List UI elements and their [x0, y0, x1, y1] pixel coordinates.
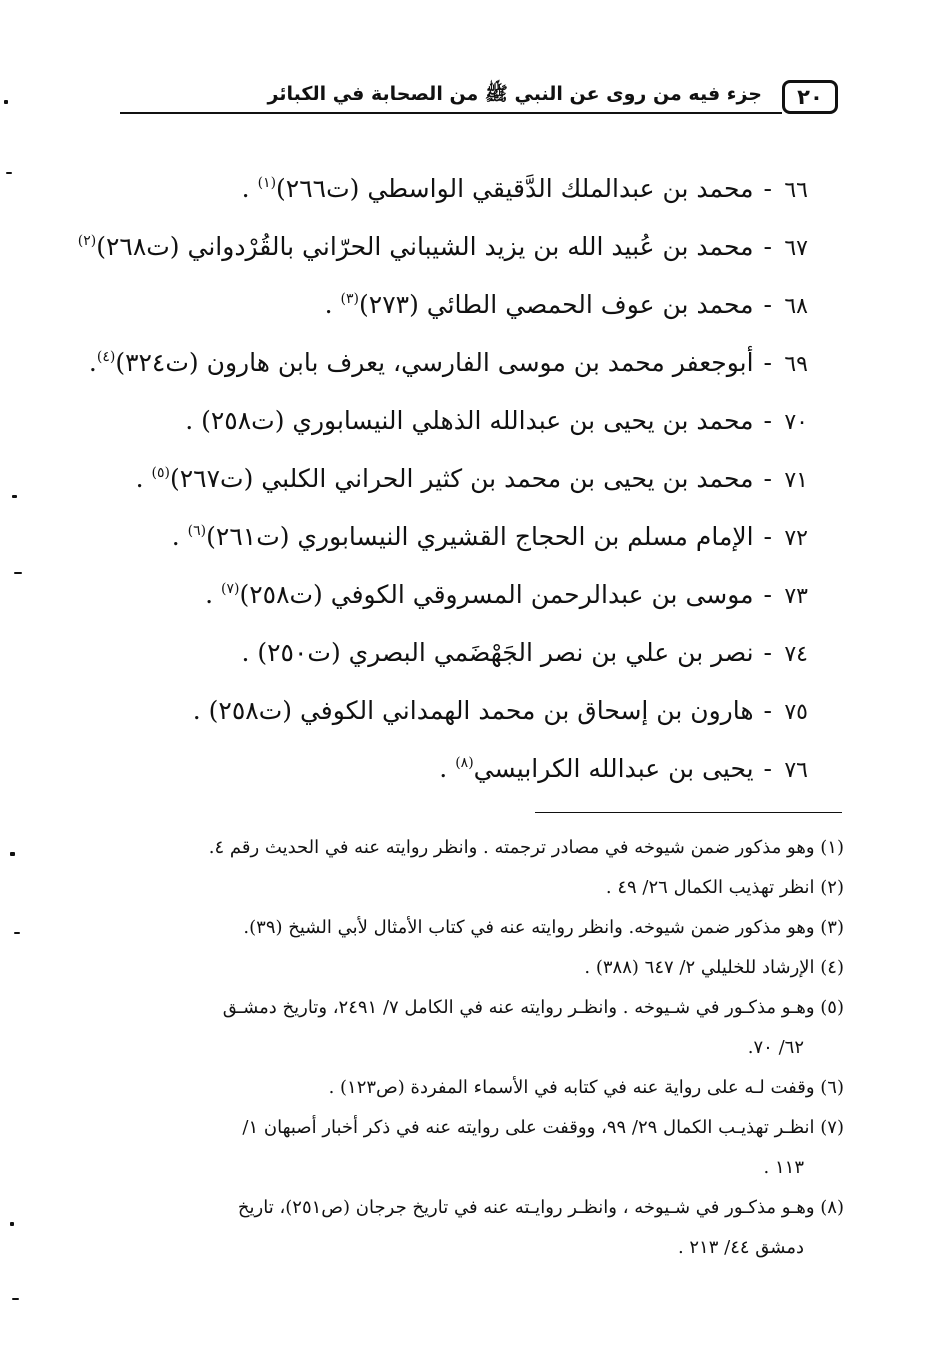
entry-number: ٦٩ [784, 352, 808, 377]
footnote-ref: (٨) [455, 755, 474, 771]
footnote [132, 988, 844, 1068]
header-rule [120, 112, 782, 114]
list-item: ٧٠-محمد بن يحيى بن عبدالله الذهلي النيسابوري (ت٢٥٨) . [108, 392, 808, 450]
footnote [132, 868, 844, 908]
narrator-list [77, 160, 808, 798]
entry-end: . [171, 522, 188, 551]
scan-speck [6, 172, 12, 174]
entry-end: . [135, 464, 152, 493]
list-item: ٦٦-محمد بن عبدالملك الدَّقيقي الواسطي (ت٢٦٦)$^{(١)}$ . [108, 160, 808, 218]
entry-end: . [324, 290, 341, 319]
footnote [132, 908, 844, 948]
footnote-ref: (٤) [96, 349, 116, 365]
scan-speck [12, 1298, 19, 1300]
running-title: جزء فيه من روى عن النبي ﷺ من الصحابة في الكبائر [267, 83, 762, 105]
footnote-text: (٧) انظـر تهذيـب الكمال ٢٩/ ٩٩، ووقفت على روايته عنه في ذكر أخبار أصبهان ١/ [242, 1117, 844, 1138]
entry-end: . [205, 580, 221, 609]
entry-number: ٦٨ [784, 294, 808, 319]
entry-number: ٦٧ [784, 236, 808, 261]
footnote-ref: (٢) [77, 233, 97, 249]
footnote-text: (٢) انظر تهذيب الكمال ٢٦/ ٤٩ . [605, 877, 844, 898]
footnote-continuation: دمشق ٤٤/ ٢١٣ . [677, 1237, 804, 1258]
list-item: ٧٣-موسى بن عبدالرحمن المسروقي الكوفي (ت٢٥٨)$^{(٧)}$ . [108, 566, 808, 624]
footnote-ref: (٣) [340, 291, 359, 307]
entry-text: نصر بن علي بن نصر الجَهْضَمي البصري (ت٢٥٠) . [241, 638, 754, 667]
entry-text: محمد بن عبدالملك الدَّقيقي الواسطي (ت٢٦٦) [276, 174, 754, 203]
entry-number: ٧٣ [784, 584, 808, 609]
footnote-continuation: ١١٣ . [763, 1157, 804, 1178]
list-item: ٧٥-هارون بن إسحاق بن محمد الهمداني الكوفي (ت٢٥٨) . [108, 682, 808, 740]
footnote-ref: (١) [257, 175, 277, 191]
footnote-text: (٤) الإرشاد للخليلي ٢/ ٦٤٧ (٣٨٨) . [584, 957, 844, 978]
entry-number: ٧٥ [784, 700, 808, 725]
list-item: ٦٧-محمد بن عُبيد الله بن يزيد الشيباني الحرّاني بالقُرْدواني (ت٢٦٨)$^{(٢)}$ [108, 218, 808, 276]
footnote-separator [535, 812, 842, 813]
scan-speck [12, 495, 17, 498]
entry-text: محمد بن يحيى بن عبدالله الذهلي النيسابوري (ت٢٥٨) . [185, 406, 754, 435]
entry-text: محمد بن عوف الحمصي الطائي (٢٧٣) [359, 290, 754, 319]
footnote-ref: (٥) [151, 465, 170, 481]
scan-speck [4, 100, 8, 104]
footnote-ref: (٧) [220, 581, 240, 597]
scan-speck [10, 852, 15, 856]
entry-number: ٧٠ [784, 410, 808, 435]
list-item: ٧٢-الإمام مسلم بن الحجاج القشيري النيسابوري (ت٢٦١)$^{(٦)}$ . [108, 508, 808, 566]
footnote-ref: (٦) [187, 523, 207, 539]
entry-number: ٧٢ [784, 526, 808, 551]
footnote-text: (٦) وقفت لـه على رواية عنه في كتابه في الأسماء المفردة (ص١٢٣) . [328, 1077, 844, 1098]
footnote-text: (١) وهو مذكور ضمن شيوخه في مصادر ترجمته . وانظر روايته عنه في الحديث رقم ٤. [208, 837, 844, 858]
footnote-text: (٥) وهـو مذكـور في شـيوخه . وانظـر روايته عنه في الكامل ٧/ ٢٤٩١، وتاريخ دمشـق [222, 997, 844, 1018]
entry-number: ٧٤ [784, 642, 808, 667]
footnote-continuation: ٦٢/ ٧٠. [747, 1037, 804, 1058]
list-item: ٧٦-يحيى بن عبدالله الكرابيسي$^{(٨)}$ . [108, 740, 808, 798]
entry-end: . [241, 174, 258, 203]
list-item: ٧٤-نصر بن علي بن نصر الجَهْضَمي البصري (ت٢٥٠) . [108, 624, 808, 682]
footnotes [132, 828, 844, 1268]
footnote-text: (٨) وهـو مذكـور في شـيوخه ، وانظـر روايـته عنه في تاريخ جرجان (ص٢٥١)، تاريخ [237, 1197, 844, 1218]
entry-text: هارون بن إسحاق بن محمد الهمداني الكوفي (ت٢٥٨) . [192, 696, 754, 725]
entry-text: محمد بن عُبيد الله بن يزيد الشيباني الحرّاني بالقُرْدواني (ت٢٦٨) [96, 232, 754, 261]
entry-number: ٦٦ [784, 178, 808, 203]
entry-text: محمد بن يحيى بن محمد بن كثير الحراني الكلبي (ت٢٦٧) [169, 464, 754, 493]
list-item: ٦٩-أبوجعفر محمد بن موسى الفارسي، يعرف بابن هارون (ت٣٢٤)$^{(٤)}$. [108, 334, 808, 392]
list-item: ٧١-محمد بن يحيى بن محمد بن كثير الحراني الكلبي (ت٢٦٧)$^{(٥)}$ . [108, 450, 808, 508]
list-item: ٦٨-محمد بن عوف الحمصي الطائي (٢٧٣)$^{(٣)}$ . [108, 276, 808, 334]
page-header [120, 78, 840, 118]
footnote [132, 1068, 844, 1108]
entry-number: ٧٦ [784, 758, 808, 783]
footnote [132, 828, 844, 868]
entry-end: . [439, 754, 456, 783]
footnote [132, 1188, 844, 1268]
scan-speck [14, 932, 20, 934]
footnote [132, 948, 844, 988]
entry-text: موسى بن عبدالرحمن المسروقي الكوفي (ت٢٥٨) [239, 580, 754, 609]
entry-number: ٧١ [784, 468, 808, 493]
entry-text: أبوجعفر محمد بن موسى الفارسي، يعرف بابن هارون (ت٣٢٤) [115, 348, 754, 377]
entry-end: . [88, 348, 97, 377]
page-number: ٢٠ [782, 80, 838, 114]
entry-text: يحيى بن عبدالله الكرابيسي [473, 754, 754, 783]
scan-speck [10, 1222, 14, 1226]
footnote [132, 1108, 844, 1188]
footnote-text: (٣) وهو مذكور ضمن شيوخه. وانظر روايته عنه في كتاب الأمثال لأبي الشيخ (٣٩). [243, 917, 844, 938]
scan-speck [14, 572, 22, 574]
entry-text: الإمام مسلم بن الحجاج القشيري النيسابوري (ت٢٦١) [206, 522, 754, 551]
